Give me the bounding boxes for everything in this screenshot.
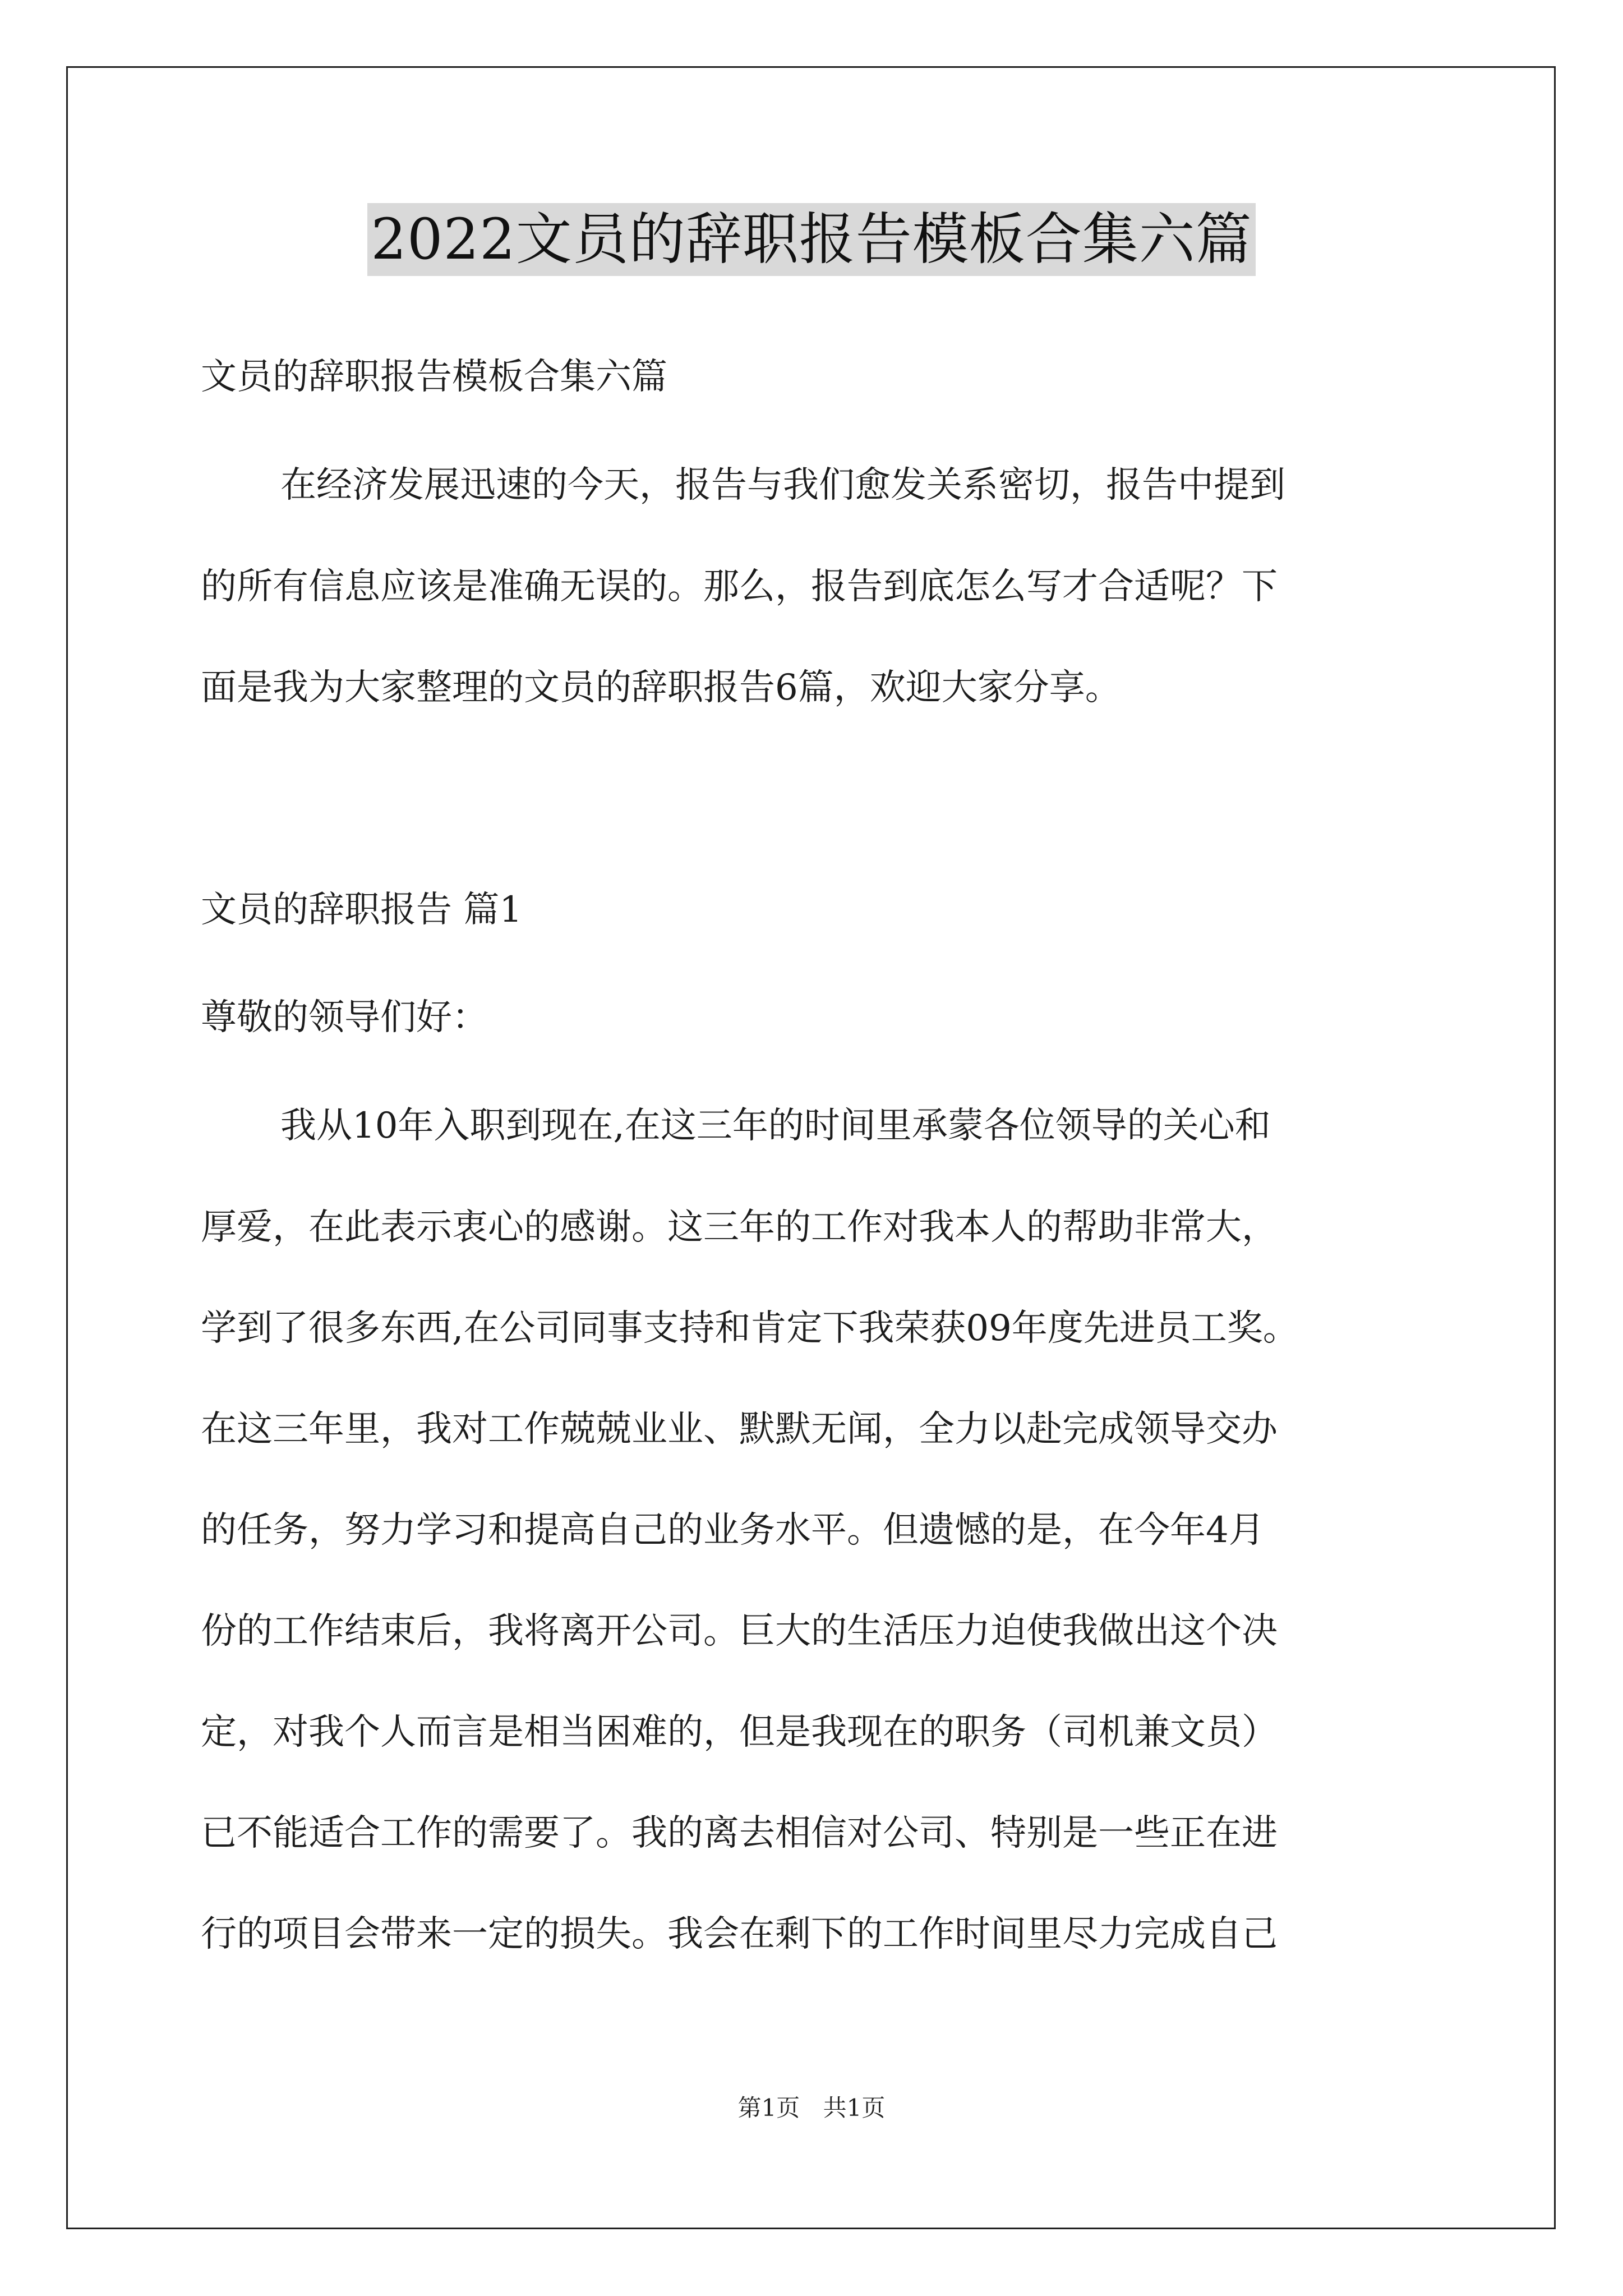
body-line-6: 份的工作结束后，我将离开公司。巨大的生活压力迫使我做出这个决 — [201, 1611, 1278, 1652]
body-line-9: 行的项目会带来一定的损失。我会在剩下的工作时间里尽力完成自己 — [201, 1913, 1278, 1955]
salutation: 尊敬的领导们好： — [201, 997, 488, 1038]
body-line-8: 已不能适合工作的需要了。我的离去相信对公司、特别是一些正在进 — [201, 1812, 1278, 1854]
intro-line-3: 面是我为大家整理的文员的辞职报告6篇，欢迎大家分享。 — [201, 667, 1121, 708]
body-line-5: 的任务，努力学习和提高自己的业务水平。但遗憾的是，在今年4月 — [201, 1510, 1265, 1551]
body-line-4: 在这三年里，我对工作兢兢业业、默默无闻，全力以赴完成领导交办 — [201, 1409, 1278, 1450]
page-number-current: 第1页 — [737, 2094, 800, 2122]
page-footer — [0, 2092, 1623, 2124]
title-container — [0, 203, 1623, 276]
document-subtitle: 文员的辞职报告模板合集六篇 — [201, 356, 667, 398]
section-heading: 文员的辞职报告 篇1 — [201, 889, 523, 931]
intro-line-2: 的所有信息应该是准确无误的。那么，报告到底怎么写才合适呢？下 — [201, 566, 1278, 608]
intro-line-1: 在经济发展迅速的今天，报告与我们愈发关系密切，报告中提到 — [280, 464, 1285, 506]
body-line-3: 学到了很多东西,在公司同事支持和肯定下我荣获09年度先进员工奖。 — [201, 1308, 1299, 1349]
page-number-total: 共1页 — [823, 2094, 886, 2122]
body-line-2: 厚爱，在此表示衷心的感谢。这三年的工作对我本人的帮助非常大， — [201, 1207, 1278, 1248]
body-line-1: 我从10年入职到现在,在这三年的时间里承蒙各位领导的关心和 — [280, 1105, 1271, 1147]
body-line-7: 定，对我个人而言是相当困难的，但是我现在的职务（司机兼文员） — [201, 1711, 1278, 1753]
document-title: 2022文员的辞职报告模板合集六篇 — [367, 203, 1256, 276]
